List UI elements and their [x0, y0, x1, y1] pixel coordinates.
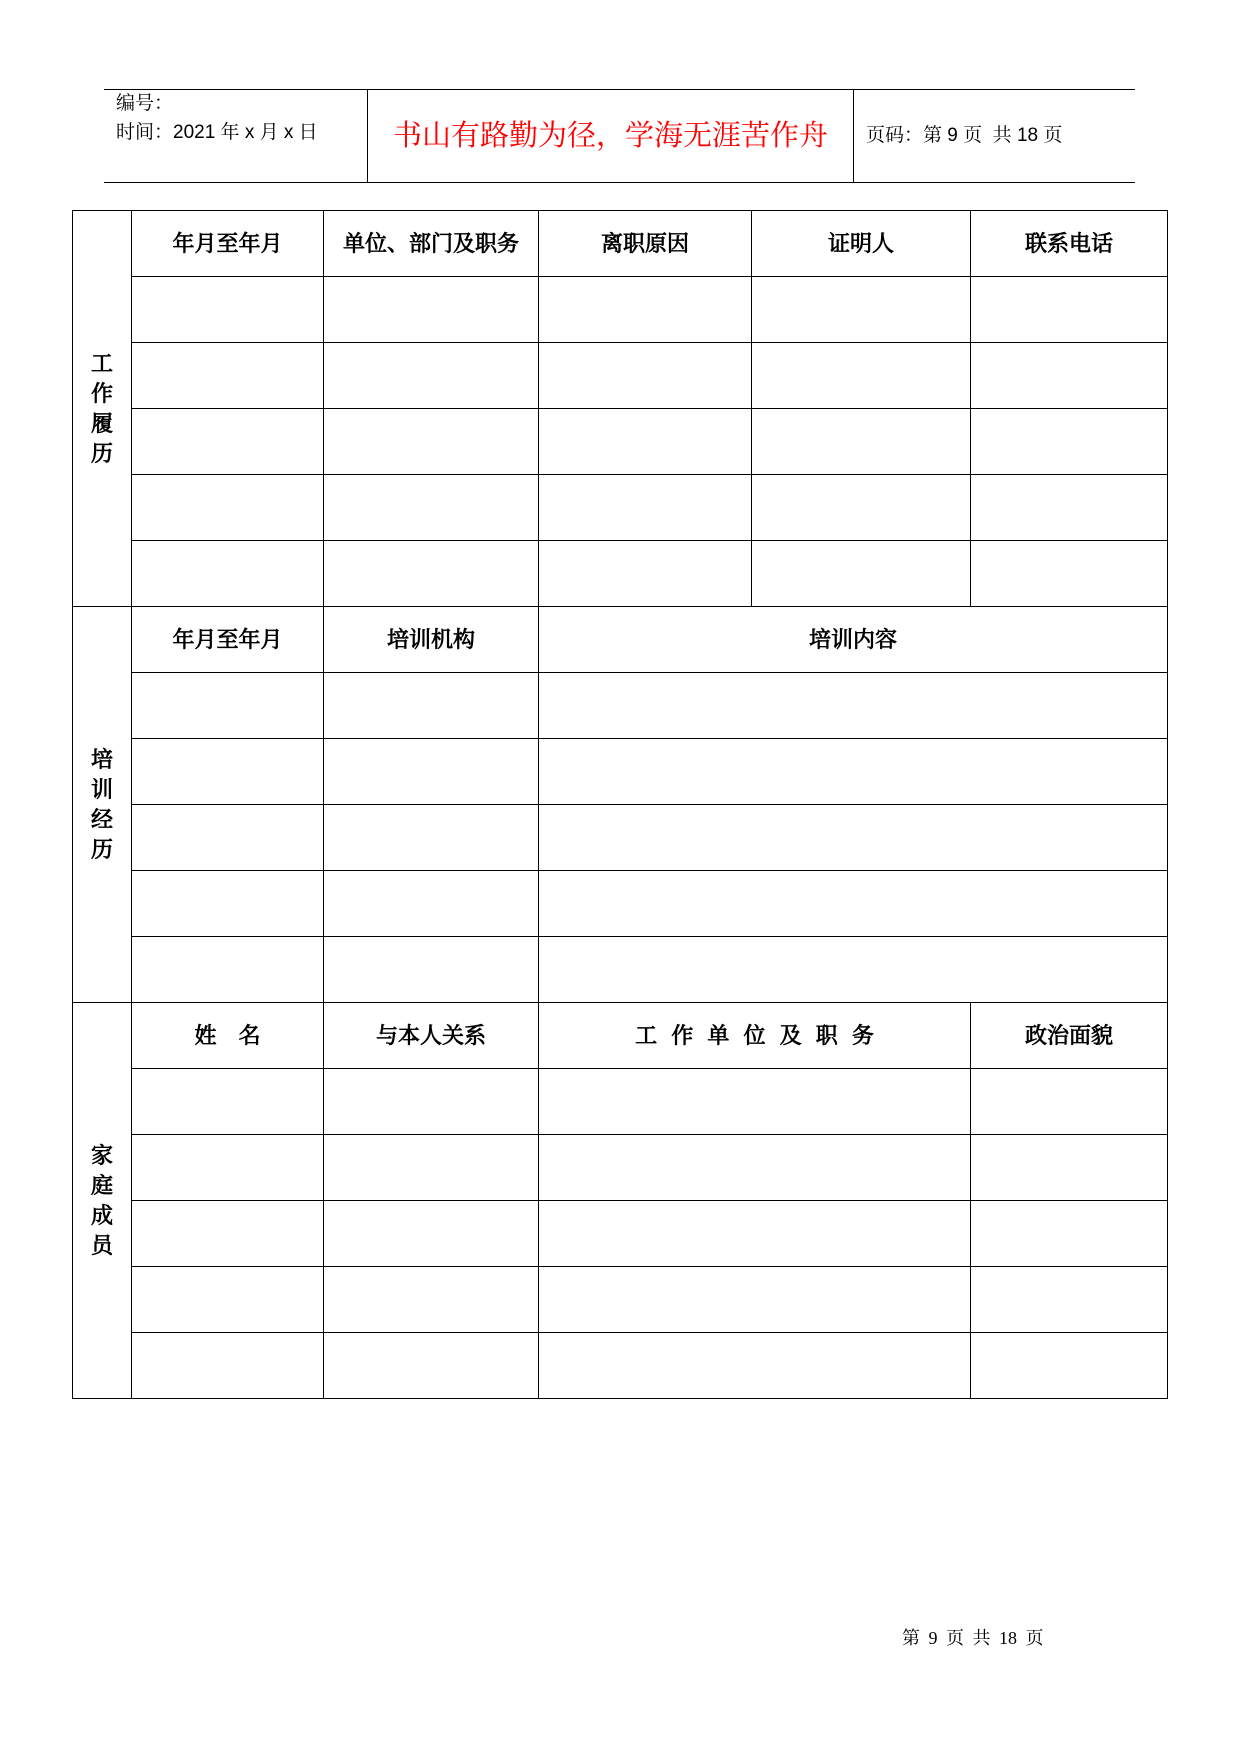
table-cell — [752, 475, 971, 541]
footer-page-number: 第 9 页 共 18 页 — [902, 1628, 1044, 1648]
table-cell — [539, 739, 1168, 805]
column-header-employer-position: 单位、部门及职务 — [324, 211, 539, 277]
family-member-row — [73, 1135, 1168, 1201]
work-history-section — [73, 211, 1168, 607]
table-cell — [132, 409, 324, 475]
table-cell — [324, 1201, 539, 1267]
table-cell — [324, 541, 539, 607]
table-cell — [971, 541, 1168, 607]
table-cell — [752, 277, 971, 343]
column-header-reference: 证明人 — [752, 211, 971, 277]
table-cell — [539, 805, 1168, 871]
column-header-training-content: 培训内容 — [539, 607, 1168, 673]
table-cell — [539, 1267, 971, 1333]
motto-text: 书山有路勤为径，学海无涯苦作舟 — [392, 120, 828, 152]
family-member-row — [73, 1069, 1168, 1135]
training-history-section — [73, 607, 1168, 1003]
training-history-row — [73, 805, 1168, 871]
table-cell — [971, 1267, 1168, 1333]
family-members-title: 家庭成员 — [90, 1142, 113, 1258]
date-line: 时间：2021 年 x 月 x 日 — [116, 122, 318, 143]
column-header-training-institution: 培训机构 — [324, 607, 539, 673]
table-cell — [324, 475, 539, 541]
table-cell — [539, 541, 752, 607]
work-history-header-row — [73, 211, 1168, 277]
table-cell — [539, 937, 1168, 1003]
training-history-title: 培训经历 — [90, 746, 113, 862]
table-cell — [539, 1135, 971, 1201]
work-history-row — [73, 409, 1168, 475]
column-header-workplace-position: 工 作 单 位 及 职 务 — [539, 1003, 971, 1069]
table-cell — [132, 343, 324, 409]
column-header-political-status: 政治面貌 — [971, 1003, 1168, 1069]
table-cell — [132, 673, 324, 739]
work-history-label-cell — [73, 211, 132, 607]
table-cell — [132, 805, 324, 871]
work-history-row — [73, 541, 1168, 607]
training-history-header-row — [73, 607, 1168, 673]
serial-number-label: 编号： — [116, 93, 174, 114]
family-members-label-cell — [73, 1003, 132, 1399]
column-header-contact-phone: 联系电话 — [971, 211, 1168, 277]
table-cell — [132, 871, 324, 937]
table-cell — [539, 409, 752, 475]
table-cell — [539, 343, 752, 409]
table-cell — [132, 1135, 324, 1201]
training-history-row — [73, 871, 1168, 937]
work-history-title: 工作履历 — [90, 350, 113, 466]
table-cell — [324, 739, 539, 805]
header-meta-cell — [104, 90, 368, 182]
training-history-row — [73, 739, 1168, 805]
table-cell — [132, 1267, 324, 1333]
table-cell — [752, 541, 971, 607]
document-header — [104, 89, 1135, 183]
column-header-relationship: 与本人关系 — [324, 1003, 539, 1069]
header-motto-cell — [368, 90, 854, 182]
table-cell — [752, 343, 971, 409]
table-cell — [539, 475, 752, 541]
table-cell — [132, 1201, 324, 1267]
table-cell — [971, 1135, 1168, 1201]
table-cell — [539, 1069, 971, 1135]
column-header-period: 年月至年月 — [132, 607, 324, 673]
training-history-row — [73, 937, 1168, 1003]
table-cell — [971, 1201, 1168, 1267]
table-cell — [539, 1333, 971, 1399]
family-member-row — [73, 1267, 1168, 1333]
training-history-label-cell — [73, 607, 132, 1003]
work-history-row — [73, 475, 1168, 541]
column-header-name: 姓 名 — [132, 1003, 324, 1069]
table-cell — [971, 409, 1168, 475]
table-cell — [324, 1069, 539, 1135]
table-cell — [324, 871, 539, 937]
header-page-cell — [854, 90, 1135, 182]
table-cell — [324, 343, 539, 409]
table-cell — [539, 277, 752, 343]
table-cell — [971, 343, 1168, 409]
table-cell — [539, 871, 1168, 937]
table-cell — [324, 673, 539, 739]
family-member-row — [73, 1201, 1168, 1267]
table-cell — [752, 409, 971, 475]
table-cell — [324, 409, 539, 475]
table-cell — [132, 739, 324, 805]
column-header-period: 年月至年月 — [132, 211, 324, 277]
table-cell — [132, 937, 324, 1003]
work-history-row — [73, 277, 1168, 343]
table-cell — [971, 1069, 1168, 1135]
table-cell — [539, 673, 1168, 739]
work-history-row — [73, 343, 1168, 409]
table-cell — [324, 1267, 539, 1333]
resume-form-table — [72, 210, 1168, 1399]
family-members-section — [73, 1003, 1168, 1399]
column-header-leaving-reason: 离职原因 — [539, 211, 752, 277]
table-cell — [132, 1069, 324, 1135]
training-history-row — [73, 673, 1168, 739]
family-member-row — [73, 1333, 1168, 1399]
table-cell — [324, 805, 539, 871]
table-cell — [971, 1333, 1168, 1399]
table-cell — [132, 475, 324, 541]
header-page-info: 页码：第 9 页 共 18 页 — [866, 125, 1063, 146]
table-cell — [971, 277, 1168, 343]
table-cell — [324, 277, 539, 343]
table-cell — [132, 277, 324, 343]
table-cell — [132, 1333, 324, 1399]
table-cell — [324, 937, 539, 1003]
table-cell — [132, 541, 324, 607]
table-cell — [324, 1135, 539, 1201]
table-cell — [324, 1333, 539, 1399]
table-cell — [971, 475, 1168, 541]
table-cell — [539, 1201, 971, 1267]
family-members-header-row — [73, 1003, 1168, 1069]
